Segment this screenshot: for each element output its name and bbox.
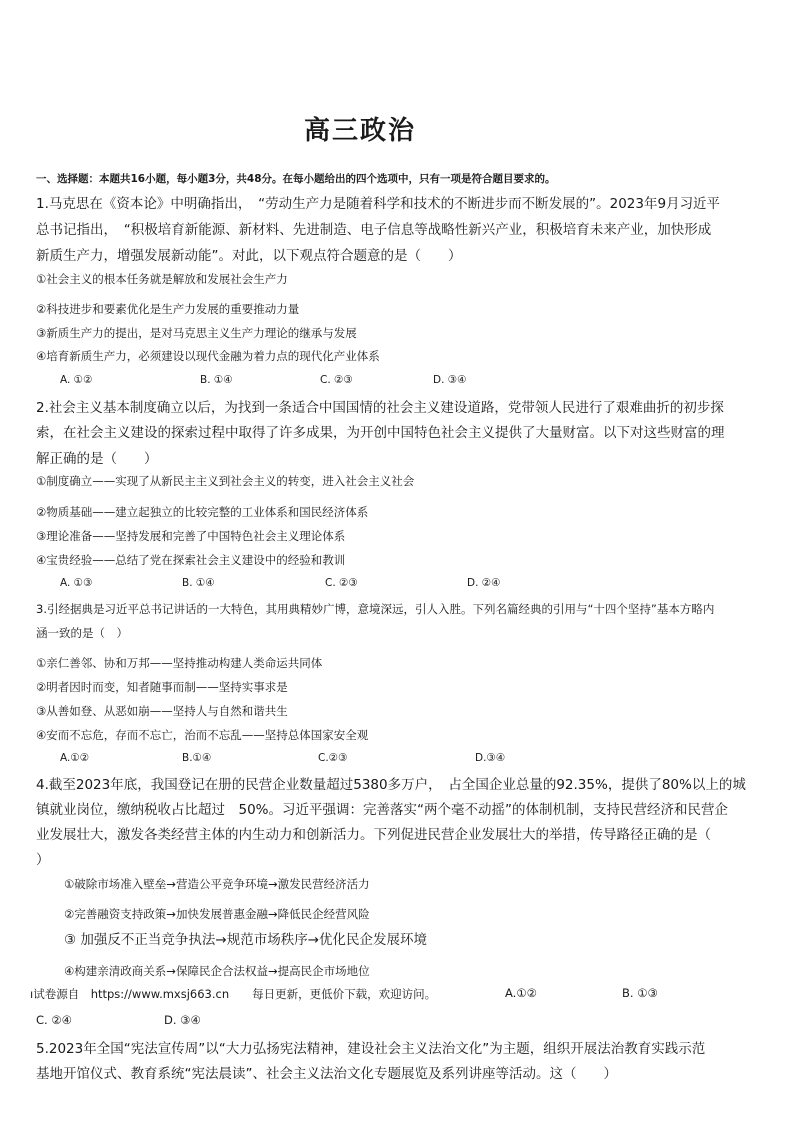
q3-statement: ②明者因时而变，知者随事而制——坚持实事求是 [36, 680, 288, 694]
q3-statement: ①亲仁善邻、协和万邦——坚持推动构建人类命运共同体 [36, 656, 323, 670]
q2-option-c[interactable]: C. ②③ [325, 577, 358, 589]
q4-stem-line: 镇就业岗位，缴纳税收占比超过 50%。习近平强调：完善落实“两个毫不动摇”的体制机制，支持民营经济和民营企 [36, 802, 728, 818]
q1-option-a[interactable]: A. ①② [60, 374, 93, 386]
q1-statement: ④培育新质生产力，必须建设以现代金融为着力点的现代化产业体系 [36, 349, 380, 363]
q2-option-b[interactable]: B. ①④ [182, 577, 215, 589]
q2-stem-line: 索，在社会主义建设的探索过程中取得了许多成果，为开创中国特色社会主义提供了大量财富。以下对这些财富的理 [36, 425, 725, 441]
q1-option-d[interactable]: D. ③④ [433, 374, 467, 386]
q1-statement: ②科技进步和要素优化是生产力发展的重要推动力量 [36, 302, 300, 316]
q3-option-c[interactable]: C.②③ [318, 752, 348, 764]
q2-option-d[interactable]: D. ②④ [467, 577, 501, 589]
q4-statement: ①破除市场准入壁垒→营造公平竞争环境→激发民营经济活力 [64, 877, 370, 891]
q4-stem-line: 业发展壮大，激发各类经营主体的内生动力和创新活力。下列促进民营企业发展壮大的举措，传导路径正确的是（ [36, 827, 711, 843]
q5-stem-line: 5.2023年全国“宪法宣传周”以“大力弘扬宪法精神，建设社会主义法治文化”为主题，组织开展法治教育实践示范 [36, 1041, 706, 1057]
q1-statement: ①社会主义的根本任务就是解放和发展社会生产力 [36, 272, 288, 286]
q4-option-b[interactable]: B. ①③ [622, 986, 658, 1000]
source-watermark-line: ı试卷源自 https://www.mxsj663.cn 每日更新，更低价下载，欢迎访问。 [30, 987, 437, 1001]
q1-option-c[interactable]: C. ②③ [320, 374, 353, 386]
q1-stem-line: 总书记指出， “积极培育新能源、新材料、先进制造、电子信息等战略性新兴产业，积极培育未来产业，加快形成 [36, 222, 712, 238]
q1-stem-line: 新质生产力，增强发展新动能”。对此，以下观点符合题意的是（ ） [36, 248, 462, 264]
q1-statement: ③新质生产力的提出，是对马克思主义生产力理论的继承与发展 [36, 326, 357, 340]
q4-stem-line: ） [36, 852, 50, 868]
q4-option-c[interactable]: C. ②④ [36, 1013, 72, 1027]
q3-stem-line: 涵一致的是（ ） [36, 626, 128, 640]
q2-stem-line: 解正确的是（ ） [36, 451, 158, 467]
q4-statement: ②完善融资支持政策→加快发展普惠金融→降低民企经营风险 [64, 907, 370, 921]
q2-statement: ①制度确立——实现了从新民主主义到社会主义的转变，进入社会主义社会 [36, 474, 415, 488]
q3-option-b[interactable]: B.①④ [182, 752, 212, 764]
q3-option-a[interactable]: A.①② [60, 752, 90, 764]
q1-stem-line: 1.马克思在《资本论》中明确指出， “劳动生产力是随着科学和技术的不断进步而不断发展的”。2023年9月习近平 [36, 196, 721, 212]
q4-option-a[interactable]: A.①② [505, 986, 537, 1000]
q3-statement: ④安而不忘危，存而不忘亡，治而不忘乱——坚持总体国家安全观 [36, 728, 369, 742]
q3-stem-line: 3.引经据典是习近平总书记讲话的一大特色，其用典精妙广博，意境深远，引人入胜。下列名篇经典的引用与“十四个坚持”基本方略内 [36, 602, 715, 616]
q3-statement: ③从善如登、从恶如崩——坚持人与自然和谐共生 [36, 704, 288, 718]
section-instructions: 一、选择题：本题共16小题，每小题3分，共48分。在每小题给出的四个选项中，只有一项是符合题目要求的。 [36, 173, 556, 185]
q2-statement: ③理论准备——坚持发展和完善了中国特色社会主义理论体系 [36, 529, 346, 543]
q1-option-b[interactable]: B. ①④ [200, 374, 233, 386]
q2-statement: ④宝贵经验——总结了党在探索社会主义建设中的经验和教训 [36, 553, 346, 567]
page-title: 高三政治 [303, 116, 416, 146]
q5-stem-line: 基地开馆仪式、教育系统“宪法晨读”、社会主义法治文化专题展览及系列讲座等活动。这（ ） [36, 1066, 617, 1082]
q3-option-d[interactable]: D.③④ [475, 752, 506, 764]
q4-statement: ④构建亲清政商关系→保障民企合法权益→提高民企市场地位 [64, 964, 370, 978]
q4-option-d[interactable]: D. ③④ [164, 1013, 201, 1027]
q4-stem-line: 4.截至2023年底，我国登记在册的民营企业数量超过5380多万户， 占全国企业总量的92.35%，提供了80%以上的城 [36, 777, 746, 793]
q4-statement: ③ 加强反不正当竞争执法→规范市场秩序→优化民企发展环境 [64, 932, 428, 948]
q2-statement: ②物质基础——建立起独立的比较完整的工业体系和国民经济体系 [36, 505, 369, 519]
q2-stem-line: 2.社会主义基本制度确立以后，为找到一条适合中国国情的社会主义建设道路，党带领人民进行了艰难曲折的初步探 [36, 400, 724, 416]
q2-option-a[interactable]: A. ①③ [60, 577, 93, 589]
